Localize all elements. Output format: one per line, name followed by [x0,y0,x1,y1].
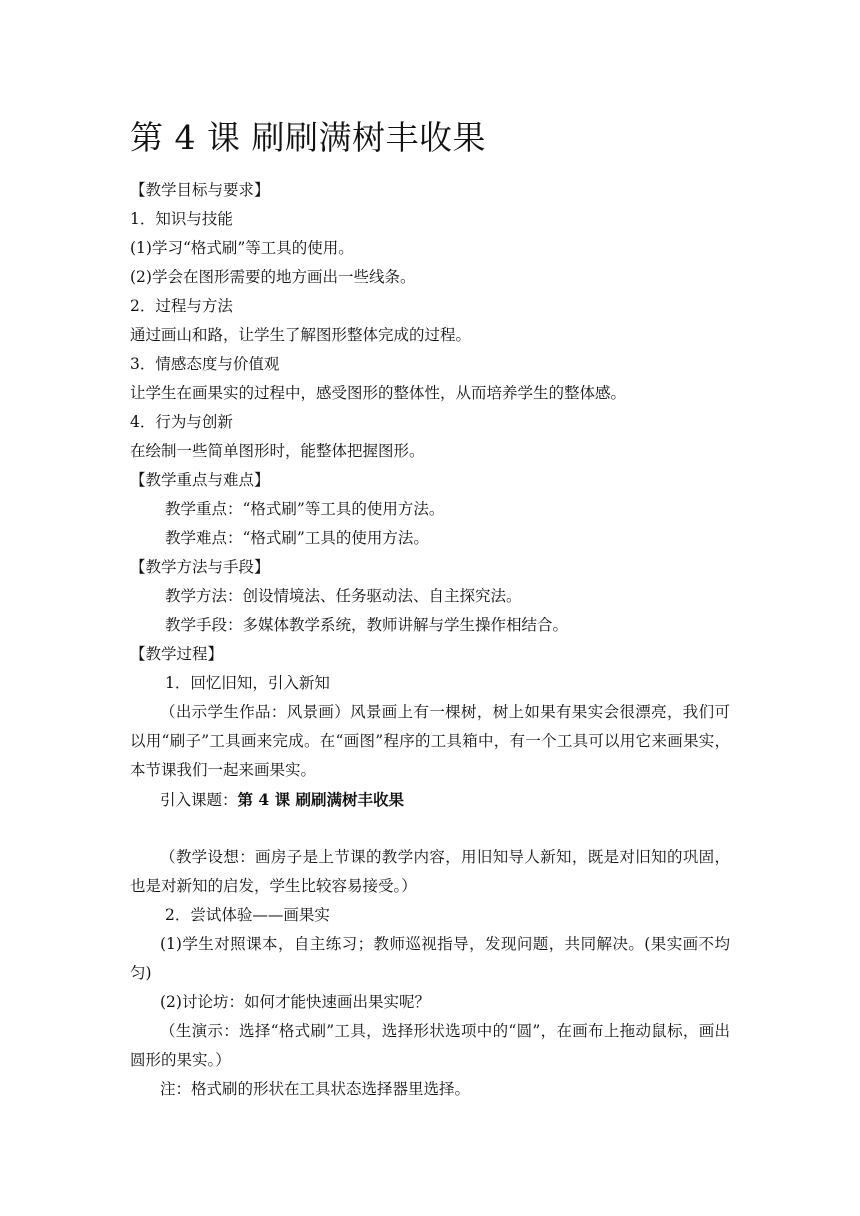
goal-3-title: 3．情感态度与价值观 [130,355,280,373]
section-heading-keypoints: 【教学重点与难点】 [130,471,270,489]
section-heading-goals: 【教学目标与要求】 [130,181,270,199]
document-body [130,176,730,1104]
goal-4-title: 4．行为与创新 [130,413,233,431]
goal-4-text: 在绘制一些简单图形时，能整体把握图形。 [130,442,425,460]
step-2-note: 注：格式刷的形状在工具状态选择器里选择。 [160,1080,471,1098]
step-2-item-3: （生演示：选择“格式刷”工具，选择形状选项中的“圆”，在画布上拖动鼠标，画出圆形的果实。） [130,1022,730,1069]
step-2-item-1: (1)学生对照课本，自主练习；教师巡视指导，发现问题，共同解决。(果实画不均匀) [130,935,730,982]
design-note: （教学设想：画房子是上节课的教学内容，用旧知导人新知，既是对旧知的巩固，也是对新知的启发，学生比较容易接受。） [130,848,730,895]
goal-2-title: 2．过程与方法 [130,297,233,315]
step-1-paragraph: （出示学生作品：风景画）风景画上有一棵树，树上如果有果实会很漂亮，我们可以用“刷子”工具画来完成。在“画图”程序的工具箱中，有一个工具可以用它来画果实，本节课我们一起来画果实。 [130,703,730,779]
section-heading-process: 【教学过程】 [130,645,224,663]
method-approach: 教学方法：创设情境法、任务驱动法、自主探究法。 [165,587,522,605]
keypoint-difficulty: 教学难点：“格式刷”工具的使用方法。 [165,529,429,547]
page-title: 第 4 课 刷刷满树丰收果 [130,118,486,157]
goal-1-title: 1．知识与技能 [130,210,233,228]
goal-1-item-2: (2)学会在图形需要的地方画出一些线条。 [130,268,416,286]
step-1-intro-title: 第 4 课 刷刷满树丰收果 [237,790,404,809]
step-1-intro [130,785,730,814]
section-heading-methods: 【教学方法与手段】 [130,558,270,576]
goal-3-text: 让学生在画果实的过程中，感受图形的整体性，从而培养学生的整体感。 [130,384,627,402]
goal-2-text: 通过画山和路，让学生了解图形整体完成的过程。 [130,326,472,344]
step-1-title: 1．回忆旧知，引入新知 [165,674,330,692]
blank-line [130,814,730,843]
keypoint-focus: 教学重点：“格式刷”等工具的使用方法。 [165,500,445,518]
goal-1-item-1: (1)学习“格式刷”等工具的使用。 [130,239,354,257]
step-1-intro-label: 引入课题： [160,791,238,809]
step-2-title: 2．尝试体验——画果实 [165,906,330,924]
method-means: 教学手段：多媒体教学系统，教师讲解与学生操作相结合。 [165,616,569,634]
step-2-item-2: (2)讨论坊：如何才能快速画出果实呢？ [160,993,430,1011]
